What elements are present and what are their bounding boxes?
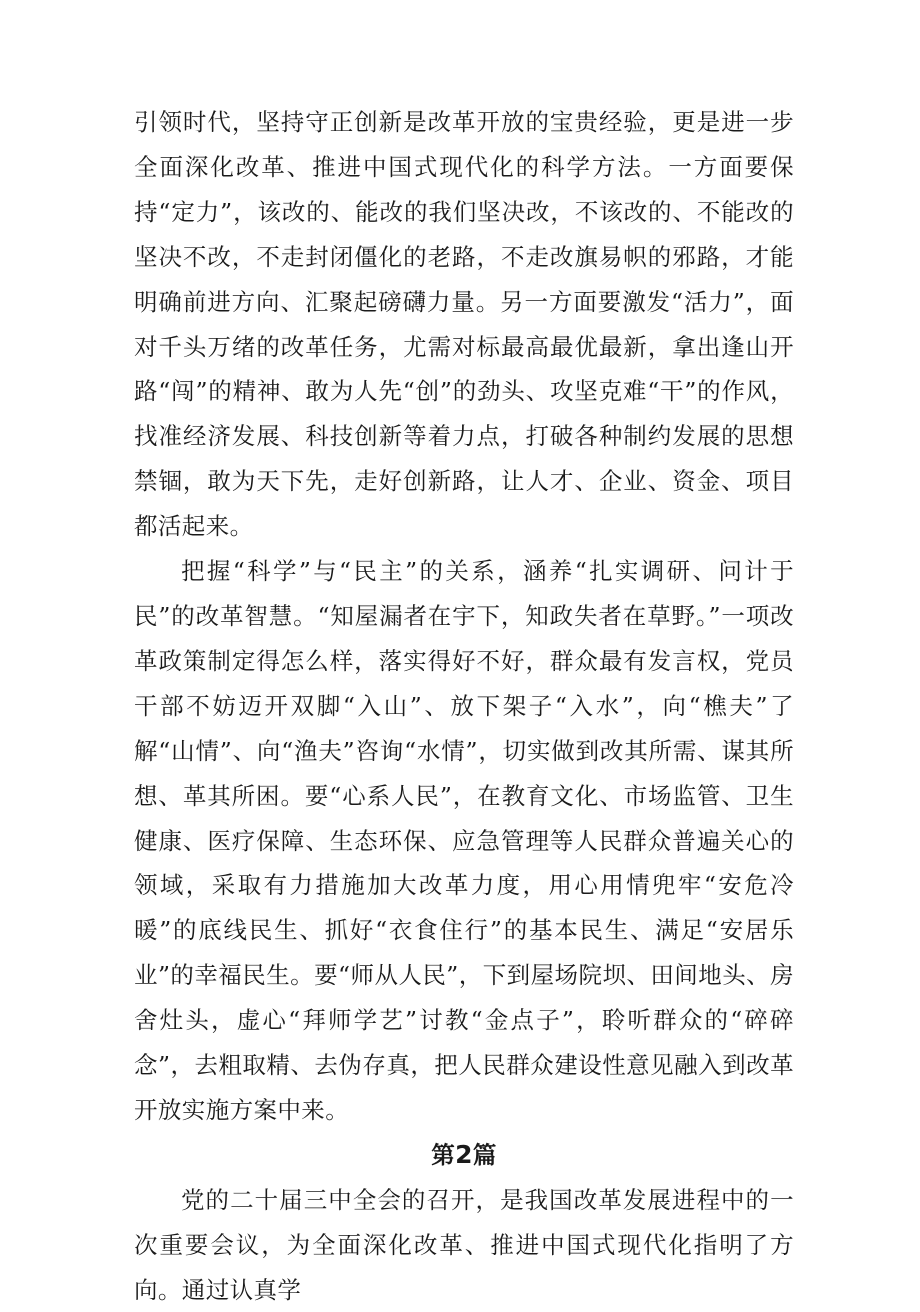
paragraph-innovation: 引领时代，坚持守正创新是改革开放的宝贵经验，更是进一步全面深化改革、推进中国式现代化的科学方法。一方面要保持“定力”，该改的、能改的我们坚决改，不该改的、不能改的坚决不改，不走封闭僵化的老路，不走改旗易帜的邪路，才能明确前进方向、汇聚起磅礴力量。另一方面要激发“活力”，面对千头万绪的改革任务，尤需对标最高最优最新，拿出逢山开路“闯”的精神、敢为人先“创”的劲头、攻坚克难“干”的作风，找准经济发展、科技创新等着力点，打破各种制约发展的思想禁锢，敢为天下先，走好创新路，让人才、企业、资金、项目都活起来。 (134, 108, 794, 541)
paragraph-third-plenum: 党的二十届三中全会的召开，是我国改革发展进程中的一次重要会议，为全面深化改革、推进中国式现代化指明了方向。通过认真学 (134, 1185, 794, 1304)
section-heading (134, 1133, 794, 1178)
section-heading-number: 2 (455, 1139, 473, 1169)
paragraph-science-democracy: 把握“科学”与“民主”的关系，涵养“扎实调研、问计于民”的改革智慧。“知屋漏者在宇下，知政失者在草野。”一项改革政策制定得怎么样，落实得好不好，群众最有发言权，党员干部不妨迈开双脚“入山”、放下架子“入水”，向“樵夫”了解“山情”、向“渔夫”咨询“水情”，切实做到改其所需、谋其所想、革其所困。要“心系人民”，在教育文化、市场监管、卫生健康、医疗保障、生态环保、应急管理等人民群众普遍关心的领域，采取有力措施加大改革力度，用心用情兜牢“安危冷暖”的底线民生、抓好“衣食住行”的基本民生、满足“安居乐业”的幸福民生。要“师从人民”，下到屋场院坝、田间地头、房舍灶头，虚心“拜师学艺”讨教“金点子”，聆听群众的“碎碎念”，去粗取精、去伪存真，把人民群众建设性意见融入到改革开放实施方案中来。 (134, 557, 794, 1124)
section-heading-suffix: 篇 (472, 1140, 497, 1169)
section-heading-prefix: 第 (431, 1140, 456, 1169)
document-body (134, 100, 794, 1312)
